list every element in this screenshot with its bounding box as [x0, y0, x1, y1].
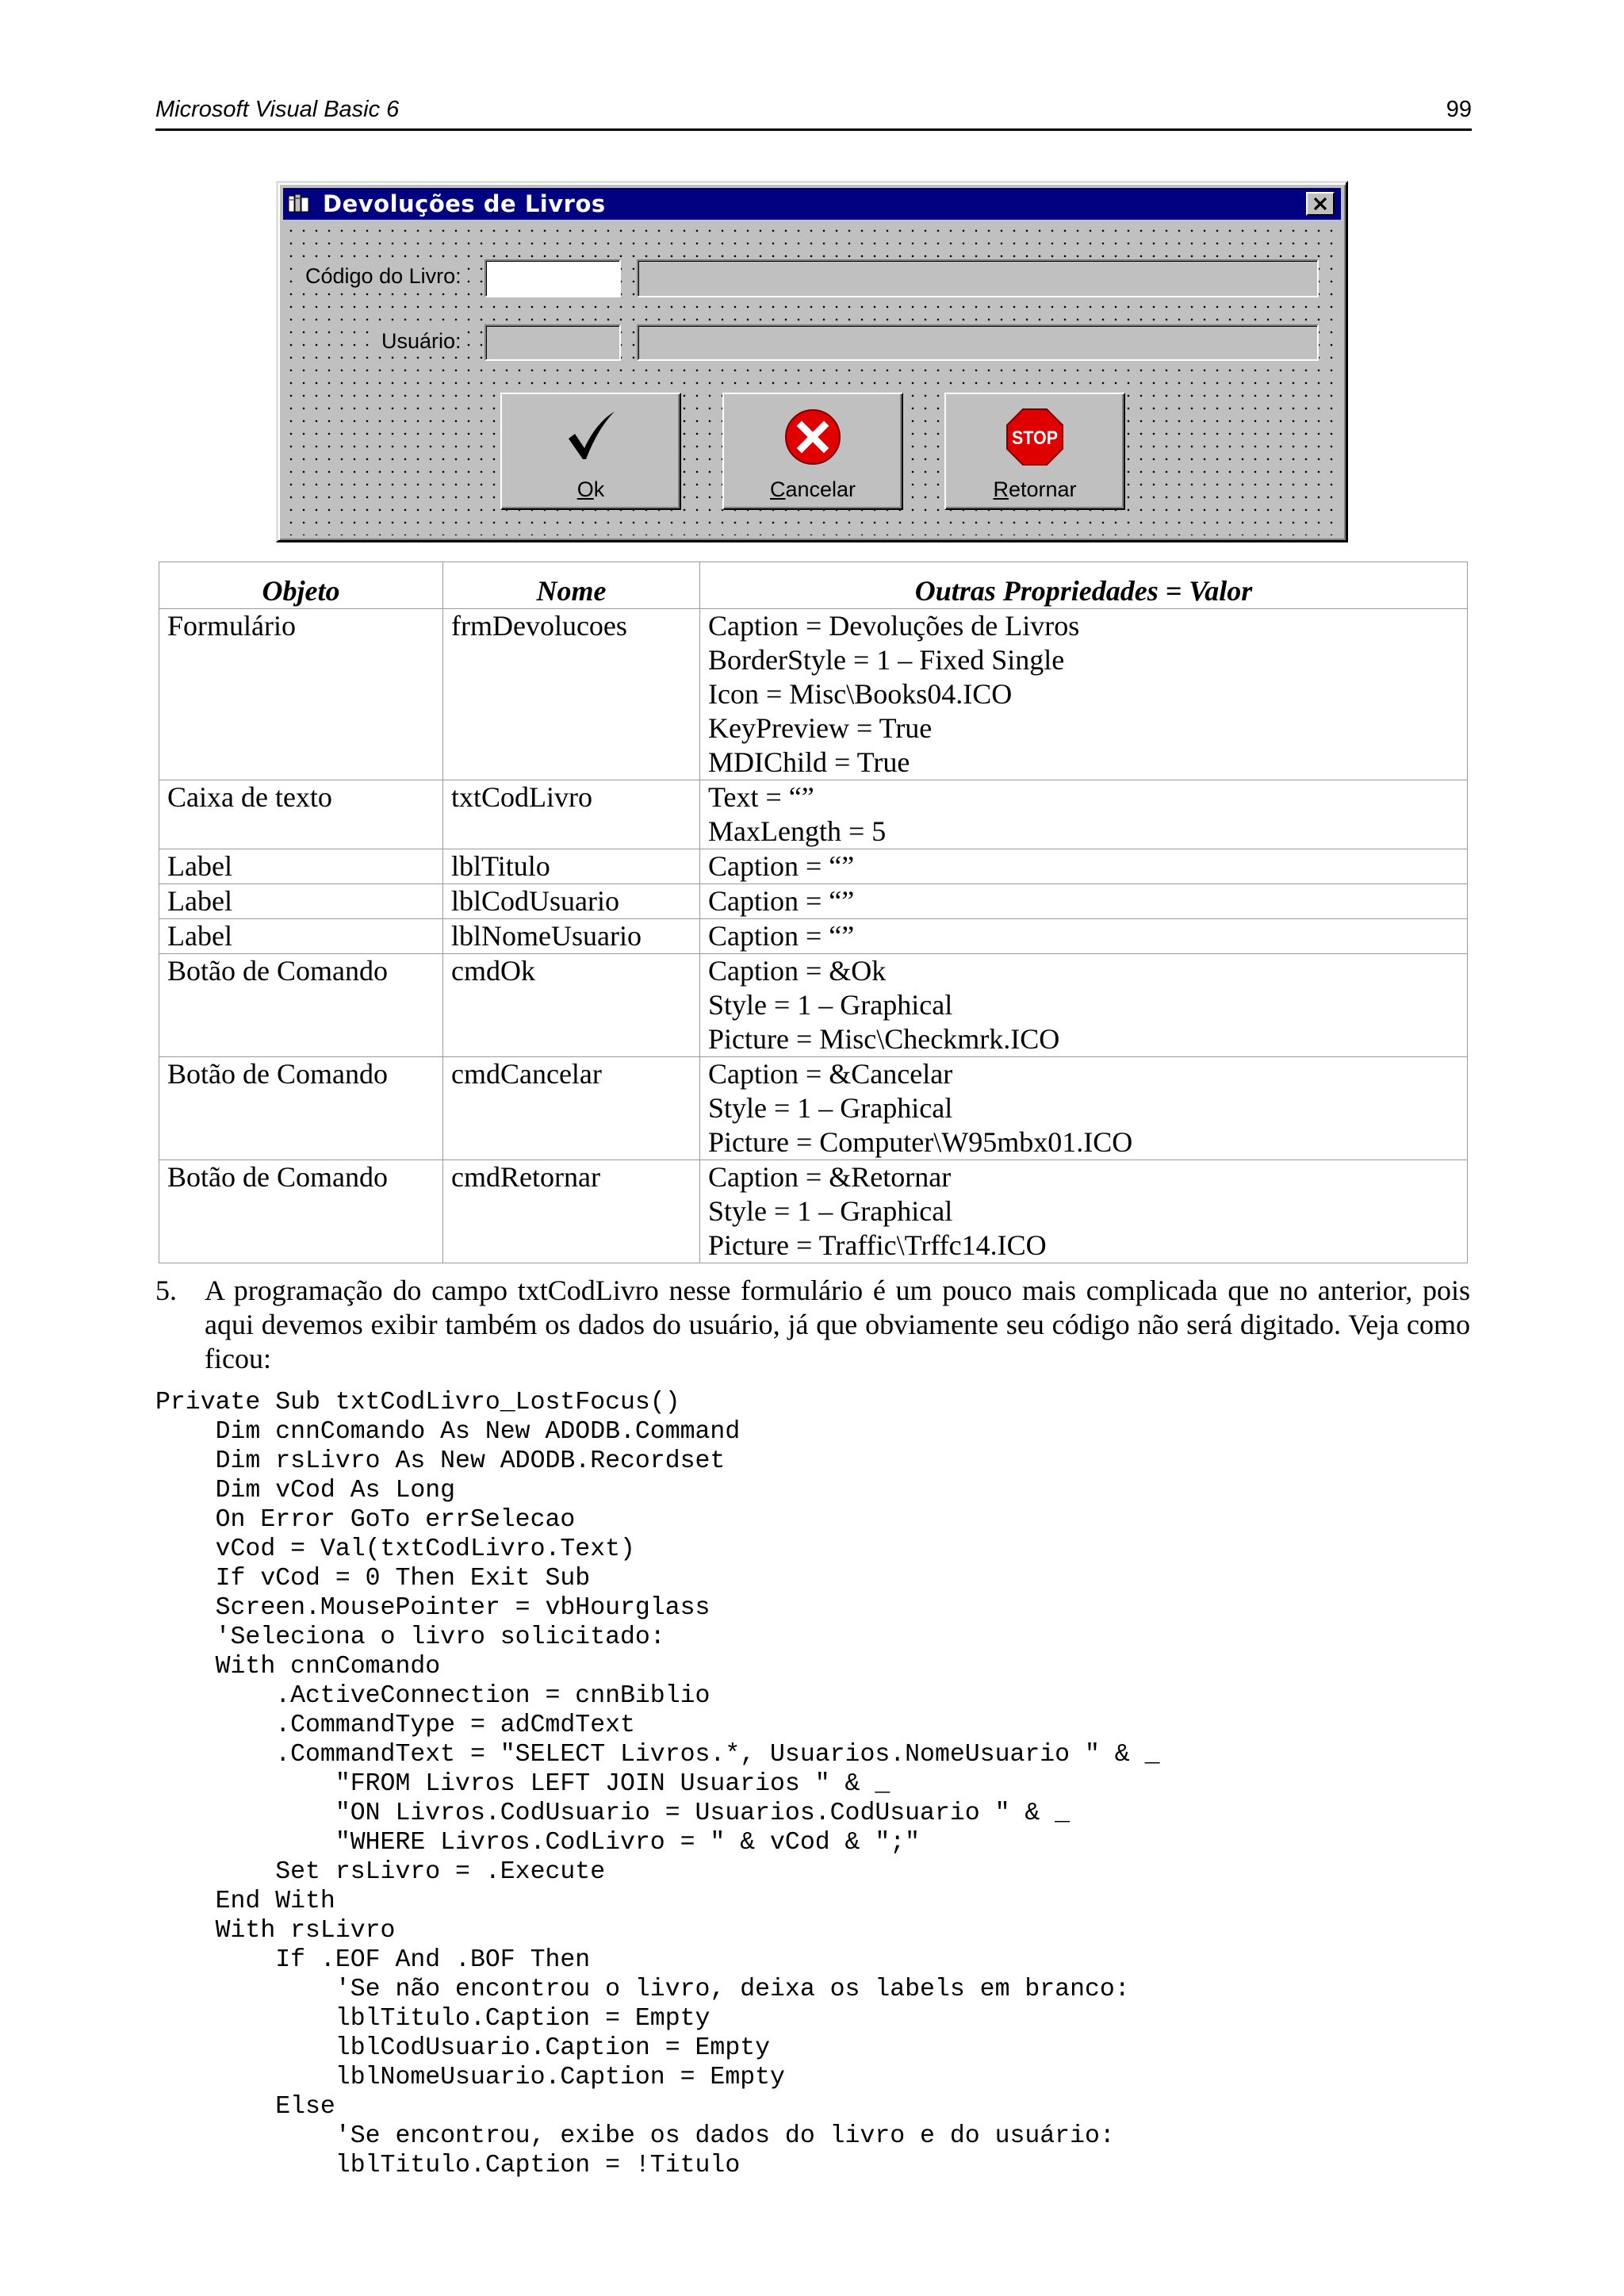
cell-objeto: Botão de Comando: [159, 954, 443, 1057]
property-line: Text = “”: [708, 781, 814, 813]
cell-nome: cmdRetornar: [443, 1160, 700, 1263]
code-line: With cnnComando: [155, 1653, 441, 1681]
code-line: .CommandType = adCmdText: [155, 1711, 635, 1739]
cell-propriedades: [700, 609, 1468, 780]
code-line: lblTitulo.Caption = Empty: [155, 2005, 710, 2033]
cancelar-button[interactable]: [722, 393, 903, 510]
window-title: Devoluções de Livros: [323, 190, 606, 217]
property-line: Caption = Devoluções de Livros: [708, 610, 1080, 642]
property-line: Caption = “”: [708, 885, 855, 917]
lbl-cod-usuario-field: [485, 324, 621, 361]
running-header: [155, 94, 1472, 131]
code-line: End With: [155, 1888, 335, 1915]
table-row: [159, 849, 1468, 884]
cell-nome: cmdCancelar: [443, 1057, 700, 1160]
table-body: [159, 609, 1468, 1263]
code-line: lblNomeUsuario.Caption = Empty: [155, 2064, 785, 2091]
header-propriedades: Outras Propriedades = Valor: [700, 562, 1468, 609]
property-line: Icon = Misc\Books04.ICO: [708, 678, 1013, 710]
cell-objeto: Label: [159, 919, 443, 954]
table-header-row: [159, 562, 1468, 609]
cell-objeto: Botão de Comando: [159, 1160, 443, 1263]
header-nome: Nome: [443, 562, 700, 609]
property-line: Picture = Misc\Checkmrk.ICO: [708, 1023, 1060, 1055]
code-line: .ActiveConnection = cnnBiblio: [155, 1682, 710, 1710]
code-line: Else: [155, 2093, 335, 2121]
property-line: BorderStyle = 1 – Fixed Single: [708, 644, 1065, 676]
error-x-icon: [783, 407, 843, 467]
lbl-titulo-field: [637, 259, 1319, 297]
table-row: [159, 884, 1468, 919]
cancelar-caption: ancelar: [785, 477, 856, 501]
cell-nome: lblCodUsuario: [443, 884, 700, 919]
code-line: "WHERE Livros.CodLivro = " & vCod & ";": [155, 1829, 921, 1857]
books-icon: [288, 194, 310, 214]
code-line: Dim rsLivro As New ADODB.Recordset: [155, 1447, 726, 1475]
step-number: 5.: [155, 1274, 177, 1306]
property-line: KeyPreview = True: [708, 712, 933, 744]
table-row: [159, 780, 1468, 849]
step-paragraph: [155, 1274, 1470, 1376]
property-line: Caption = &Retornar: [708, 1161, 952, 1193]
cell-nome: frmDevolucoes: [443, 609, 700, 780]
code-listing: [155, 1388, 1160, 2180]
codigo-livro-label: Código do Livro:: [302, 264, 465, 289]
property-line: MDIChild = True: [708, 746, 910, 778]
ok-caption: k: [593, 477, 605, 501]
page-number: 99: [1446, 97, 1472, 122]
code-line: .CommandText = "SELECT Livros.*, Usuarios.NomeUsuario " & _: [155, 1741, 1160, 1769]
book-title: Microsoft Visual Basic 6: [155, 97, 400, 122]
code-line: On Error GoTo errSelecao: [155, 1506, 576, 1534]
code-line: 'Seleciona o livro solicitado:: [155, 1623, 665, 1651]
code-line: Dim cnnComando As New ADODB.Command: [155, 1418, 741, 1446]
code-line: Set rsLivro = .Execute: [155, 1858, 606, 1886]
form-window: [276, 181, 1348, 542]
title-bar: [283, 188, 1341, 220]
cell-propriedades: [700, 1057, 1468, 1160]
retornar-caption: etornar: [1008, 477, 1077, 501]
property-line: Caption = “”: [708, 850, 855, 882]
code-line: With rsLivro: [155, 1917, 396, 1945]
txt-cod-livro-input[interactable]: [485, 259, 621, 297]
code-line: vCod = Val(txtCodLivro.Text): [155, 1535, 635, 1563]
lbl-nome-usuario-field: [637, 324, 1319, 361]
table-row: [159, 609, 1468, 780]
cell-objeto: Caixa de texto: [159, 780, 443, 849]
property-line: Caption = &Cancelar: [708, 1058, 953, 1090]
cell-objeto: Label: [159, 849, 443, 884]
header-objeto: Objeto: [159, 562, 443, 609]
checkmark-icon: [562, 407, 619, 464]
step-text: A programação do campo txtCodLivro nesse formulário é um pouco mais complicada que no anterior, pois aqui devemos exibir também os dados do usuário, já que obviamente seu código não será digitado. Veja como ficou:: [205, 1274, 1470, 1374]
code-line: lblTitulo.Caption = !Titulo: [155, 2152, 741, 2179]
code-line: 'Se encontrou, exibe os dados do livro e do usuário:: [155, 2122, 1115, 2150]
property-line: Picture = Traffic\Trffc14.ICO: [708, 1229, 1047, 1261]
code-line: Screen.MousePointer = vbHourglass: [155, 1594, 710, 1622]
code-line: "ON Livros.CodUsuario = Usuarios.CodUsuario " & _: [155, 1800, 1071, 1827]
property-line: Caption = “”: [708, 920, 855, 952]
retornar-button[interactable]: [944, 393, 1125, 510]
code-line: If .EOF And .BOF Then: [155, 1946, 591, 1974]
ok-accel: O: [576, 477, 594, 501]
cell-objeto: Label: [159, 884, 443, 919]
usuario-label: Usuário:: [378, 329, 465, 354]
cell-propriedades: [700, 849, 1468, 884]
property-line: Style = 1 – Graphical: [708, 1092, 953, 1124]
properties-table: [159, 562, 1468, 1263]
property-line: Picture = Computer\W95mbx01.ICO: [708, 1126, 1133, 1158]
stop-sign-text: STOP: [1012, 427, 1058, 449]
cell-propriedades: [700, 954, 1468, 1057]
table-row: [159, 919, 1468, 954]
code-line: "FROM Livros LEFT JOIN Usuarios " & _: [155, 1770, 891, 1798]
close-icon: [1313, 197, 1327, 211]
property-line: Style = 1 – Graphical: [708, 989, 953, 1021]
cell-propriedades: [700, 884, 1468, 919]
cell-objeto: Formulário: [159, 609, 443, 780]
code-line: Dim vCod As Long: [155, 1477, 456, 1504]
property-line: Style = 1 – Graphical: [708, 1195, 953, 1227]
cell-nome: cmdOk: [443, 954, 700, 1057]
retornar-accel: R: [993, 477, 1009, 501]
cancelar-accel: C: [769, 477, 786, 501]
code-line: If vCod = 0 Then Exit Sub: [155, 1565, 591, 1593]
cell-nome: lblTitulo: [443, 849, 700, 884]
cell-propriedades: [700, 780, 1468, 849]
cell-nome: txtCodLivro: [443, 780, 700, 849]
table-row: [159, 1160, 1468, 1263]
code-line: lblCodUsuario.Caption = Empty: [155, 2034, 771, 2062]
code-line: Private Sub txtCodLivro_LostFocus(): [155, 1389, 680, 1416]
property-line: MaxLength = 5: [708, 815, 887, 847]
table-row: [159, 1057, 1468, 1160]
stop-sign-icon: [1005, 407, 1065, 467]
cell-propriedades: [700, 919, 1468, 954]
form-client-area: [283, 223, 1341, 535]
close-button[interactable]: [1306, 192, 1335, 216]
code-line: 'Se não encontrou o livro, deixa os labels em branco:: [155, 1976, 1130, 2003]
cell-objeto: Botão de Comando: [159, 1057, 443, 1160]
table-row: [159, 954, 1468, 1057]
ok-button[interactable]: [500, 393, 681, 510]
property-line: Caption = &Ok: [708, 955, 887, 987]
cell-nome: lblNomeUsuario: [443, 919, 700, 954]
cell-propriedades: [700, 1160, 1468, 1263]
